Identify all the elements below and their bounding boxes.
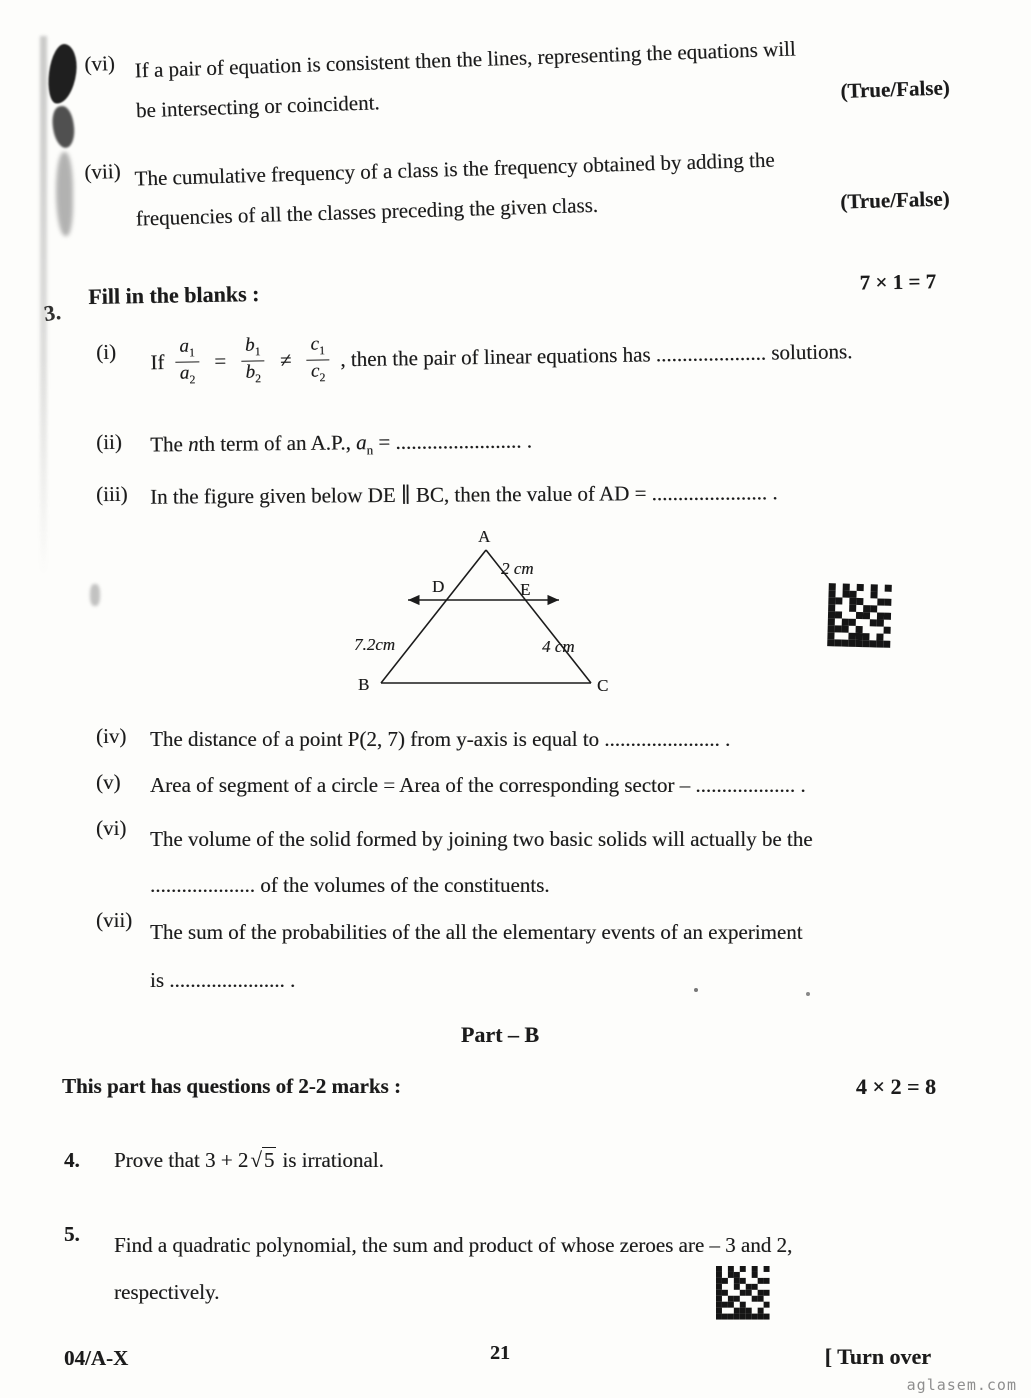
- item-line: The sum of the probabilities of the all the elementary events of an experiment: [150, 920, 803, 944]
- scan-smudge: [56, 152, 73, 236]
- question-line: If a pair of equation is consistent then the lines, representing the equations will: [134, 36, 796, 83]
- section-heading: Fill in the blanks :: [88, 281, 260, 309]
- var-n: n: [187, 431, 199, 457]
- fill-item-iv: [96, 724, 950, 754]
- item-number: (i): [96, 339, 117, 364]
- item-text-part: The: [150, 432, 189, 457]
- question-line: frequencies of all the classes preceding the given class.: [135, 192, 599, 231]
- true-false-label: (True/False): [840, 75, 951, 103]
- triangle-side-ab: [381, 550, 486, 683]
- var: c: [310, 333, 320, 355]
- item-number: (iii): [96, 481, 128, 506]
- fill-item-vii: [96, 908, 950, 1004]
- question-line: be intersecting or coincident.: [135, 90, 380, 123]
- fraction-denominator: [241, 361, 265, 386]
- fill-item-ii: [96, 421, 950, 463]
- point-label-d: D: [432, 577, 445, 596]
- question-number: (vii): [84, 158, 121, 184]
- point-label-e: E: [520, 580, 531, 599]
- question-number: (vi): [84, 50, 116, 76]
- measure-7-2cm: 7.2cm: [354, 635, 396, 654]
- qr-code: [827, 583, 892, 648]
- vertex-label-c: C: [597, 676, 609, 695]
- question-text: [134, 134, 950, 238]
- item-text-post: , then the pair of linear equations has ..................... solutions.: [340, 339, 853, 372]
- triangle-figure: [346, 528, 646, 708]
- fraction-a1-a2: [175, 336, 199, 387]
- fill-in-the-blanks-header: [88, 269, 936, 310]
- fraction-c1-c2: [306, 334, 329, 385]
- item-text: [150, 327, 951, 390]
- item-number: (v): [96, 770, 121, 794]
- question-line: respectively.: [114, 1280, 220, 1304]
- vertex-label-a: A: [478, 528, 491, 546]
- site-watermark: aglasem.com: [906, 1376, 1017, 1394]
- question-text: [134, 23, 950, 130]
- triangle-svg: [346, 528, 646, 703]
- var: b: [244, 334, 255, 356]
- fraction-numerator: [175, 336, 199, 362]
- var: b: [245, 361, 256, 383]
- fraction-denominator: [307, 360, 330, 385]
- var-a: a: [355, 430, 367, 455]
- item-text: [150, 908, 950, 1004]
- item-number: (vii): [96, 908, 133, 932]
- fraction-numerator: [306, 334, 329, 360]
- not-equals-sign: ≠: [279, 347, 292, 373]
- sqrt-radicand: 5: [263, 1148, 275, 1172]
- var-subscript: 1: [188, 346, 195, 360]
- question-4: [64, 1148, 950, 1173]
- var-subscript: 1: [254, 345, 261, 359]
- scan-ink-blob: [45, 43, 79, 106]
- fraction-numerator: [241, 335, 265, 361]
- paper-code: 04/A-X: [64, 1346, 129, 1370]
- marks-label: 4 × 2 = 8: [855, 1074, 936, 1099]
- item-number: (iv): [96, 724, 127, 748]
- measure-4cm: 4 cm: [542, 637, 575, 656]
- question-number: 4.: [64, 1148, 80, 1172]
- question-number: 5.: [64, 1222, 80, 1246]
- item-text-part: th term of an A.P.,: [198, 430, 357, 456]
- measure-2cm: 2 cm: [501, 559, 534, 578]
- var-subscript: 1: [318, 344, 326, 358]
- question-vi-true-false: [84, 23, 950, 132]
- question-text-post: is irrational.: [282, 1148, 384, 1172]
- item-line: The volume of the solid formed by joining two basic solids will actually be the: [150, 827, 813, 851]
- true-false-label: (True/False): [839, 186, 950, 214]
- var-subscript: 2: [319, 370, 326, 385]
- fraction-b1-b2: [241, 335, 265, 386]
- question-vii-true-false: [84, 134, 950, 240]
- var: a: [179, 362, 190, 384]
- question-text: [114, 1222, 950, 1316]
- item-text: [150, 421, 950, 462]
- scan-smudge: [90, 584, 100, 606]
- item-text: In the figure given below DE ∥ BC, then the value of AD = ...................... .: [150, 480, 778, 509]
- question-text-pre: Prove that 3 + 2: [114, 1148, 249, 1172]
- item-text: Area of segment of a circle = Area of the corresponding sector – ................... .: [150, 773, 806, 797]
- fraction-denominator: [176, 362, 200, 387]
- item-number: (ii): [96, 429, 122, 454]
- turn-over-label: [ Turn over: [824, 1344, 931, 1369]
- qr-code: [716, 1266, 770, 1320]
- fill-item-i: [96, 327, 951, 391]
- equals-sign: =: [214, 349, 227, 374]
- scan-ink-blob: [50, 105, 77, 150]
- page-number: 21: [490, 1342, 510, 1364]
- fill-item-v: [96, 770, 950, 800]
- qr-code-pixels: [829, 583, 836, 590]
- item-number: (vi): [96, 816, 127, 840]
- sqrt-icon: √: [250, 1148, 262, 1172]
- question-line: The cumulative frequency of a class is the frequency obtained by adding the: [134, 147, 775, 191]
- part-b-title: Part – B: [460, 1022, 540, 1047]
- var-subscript-n: n: [366, 442, 374, 458]
- item-text: [150, 816, 950, 908]
- question-text: [114, 1148, 950, 1173]
- vertex-label-b: B: [358, 675, 370, 694]
- question-line: Find a quadratic polynomial, the sum and product of whose zeroes are – 3 and 2,: [114, 1233, 793, 1257]
- qr-code-pixels: [716, 1266, 722, 1272]
- var-subscript: 2: [255, 371, 262, 386]
- fill-item-vi: [96, 816, 950, 908]
- var: a: [179, 335, 190, 357]
- marks-label: 7 × 1 = 7: [859, 269, 937, 295]
- item-text: The distance of a point P(2, 7) from y-axis is equal to ...................... .: [150, 727, 731, 751]
- item-line: .................... of the volumes of the constituents.: [150, 873, 550, 897]
- part-b-intro-text: This part has questions of 2-2 marks :: [62, 1074, 401, 1098]
- item-line: is ...................... .: [150, 968, 296, 992]
- var-subscript: 2: [189, 372, 196, 387]
- fill-item-iii: [96, 476, 950, 512]
- item-text-part: = ........................ .: [372, 428, 533, 455]
- question-3-number: 3.: [42, 298, 63, 327]
- question-5: [64, 1222, 950, 1316]
- part-b-intro-row: [62, 1074, 936, 1100]
- var: c: [310, 360, 320, 382]
- item-text-pre: If: [150, 349, 165, 375]
